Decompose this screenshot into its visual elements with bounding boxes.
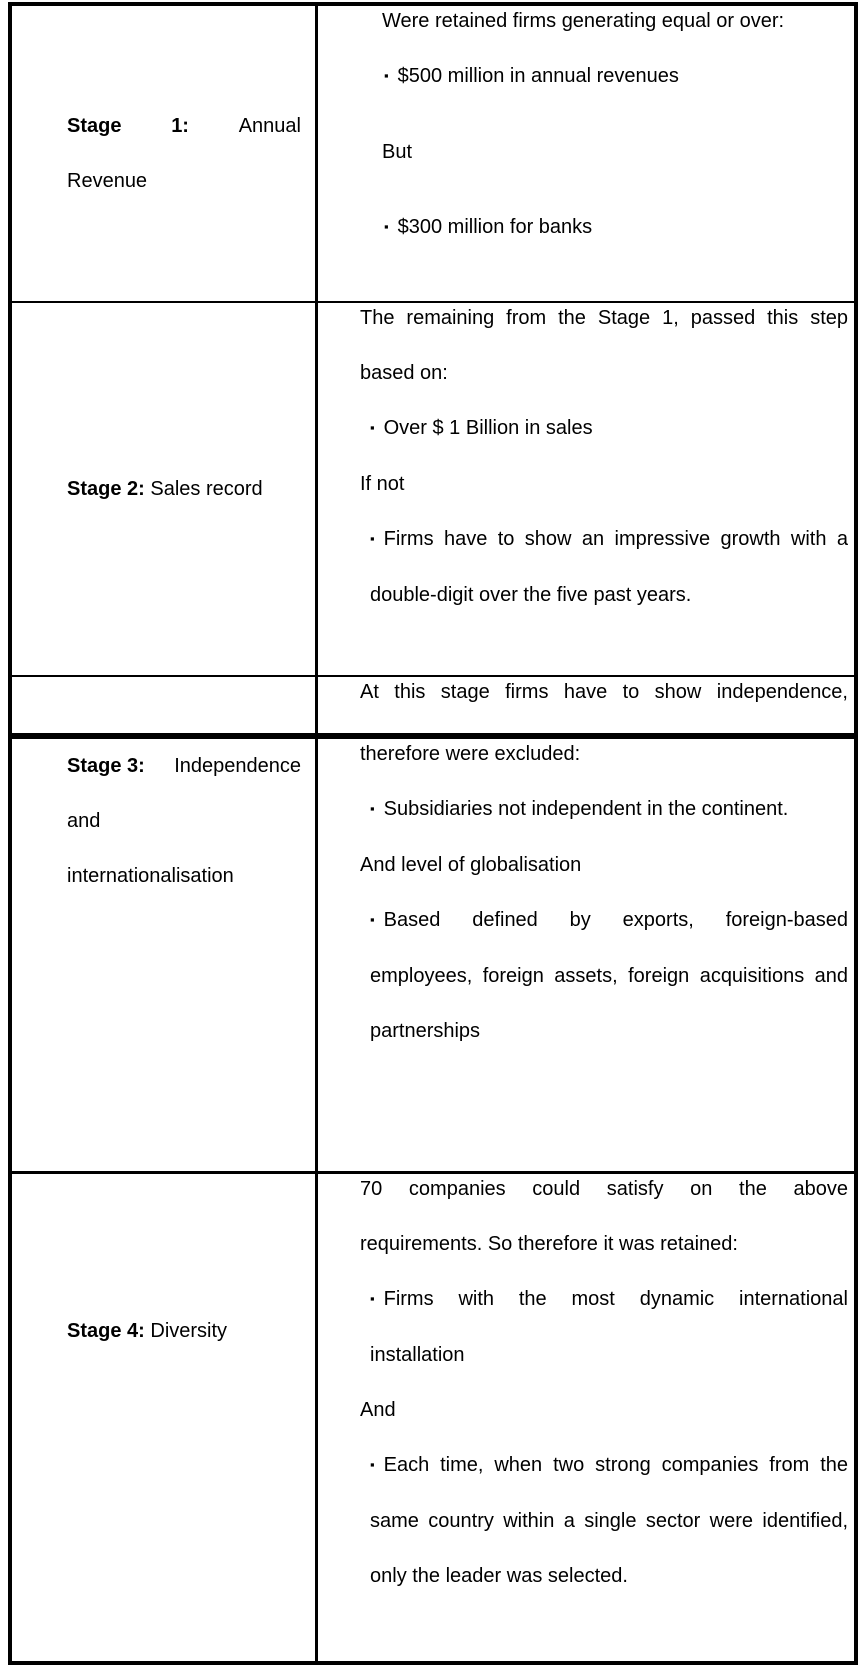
stage-3-label-word: Independence [174,755,301,777]
bullet-icon: ▪ [370,1291,375,1306]
revenue-threshold-text: $500 million in annual revenues [397,65,679,87]
stage-4-connector-text: And [360,1399,396,1421]
stage-2-label-bold: Stage 2: [67,477,145,500]
stage-2-connector-text: If not [360,473,405,495]
bank-threshold-item [384,200,848,256]
stage-4-label [67,1304,301,1359]
table-row-stage-4 [12,1174,854,1661]
selection-stages-table [8,2,858,1665]
stage-1-intro-text: Were retained firms generating equal or over: [382,10,785,32]
subsidiaries-item [370,782,848,838]
bullet-icon: ▪ [370,912,375,927]
stage-4-label-cell [12,1174,318,1661]
stage-2-label [67,462,301,517]
sales-threshold-text: Over $ 1 Billion in sales [383,417,593,439]
globalisation-criteria-text: Based defined by exports, foreign-based employees, foreign assets, foreign acquisitions and partnerships [370,909,848,1042]
bullet-icon: ▪ [384,68,389,83]
stage-1-connector-text: But [382,141,413,163]
stage-4-intro-text: 70 companies could satisfy on the above requirements. So therefore it was retained: [360,1178,848,1255]
table-row-stage-2 [12,303,854,677]
bullet-icon: ▪ [384,219,389,234]
stage-1-label-word: Annual [238,114,301,137]
stage-3-intro-text: At this stage firms have to show independence, [360,681,848,703]
leader-selection-item [370,1438,848,1604]
stage-3-label-line-2: and [67,810,101,832]
exclusion-intro-text: therefore were excluded: [360,743,581,765]
dynamic-installation-item [370,1272,848,1383]
stage-2-label-rest: Sales record [144,477,263,500]
globalisation-connector-text: And level of globalisation [360,854,582,876]
stage-1-label-bold: Stage [67,114,122,137]
leader-selection-text: Each time, when two strong companies from the same country within a single sector were identified, only the leader was selected. [370,1454,848,1587]
bullet-icon: ▪ [370,531,375,546]
stage-1-criteria-cell [318,6,854,301]
stage-3-label-bold: Stage 3: [67,755,145,777]
stage-4-label-bold: Stage 4: [67,1320,145,1342]
growth-requirement-item [370,512,848,623]
stage-2-intro-text: The remaining from the Stage 1, passed this step based on: [360,307,848,384]
stage-2-label-cell [12,303,318,675]
bank-threshold-text: $300 million for banks [397,216,593,238]
table-row-split [12,677,854,739]
table-row-stage-1 [12,6,854,303]
stage-1-number-bold: 1: [171,114,189,137]
bullet-icon: ▪ [370,801,375,816]
stage-1-label-line-1 [67,99,301,154]
split-row-empty-cell [12,677,318,733]
revenue-threshold-item [384,49,848,105]
split-row-text-cell [318,677,854,733]
stage-1-label-cell [12,6,318,301]
stage-1-label-line-2: Revenue [67,169,148,192]
growth-requirement-text: Firms have to show an impressive growth with a double-digit over the five past years. [370,528,848,606]
bullet-icon: ▪ [370,1457,375,1472]
dynamic-installation-text: Firms with the most dynamic international installation [370,1288,848,1366]
bullet-icon: ▪ [370,420,375,435]
stage-3-label-line-1 [67,739,301,794]
table-row-stage-3 [12,739,854,1174]
stage-4-criteria-cell [318,1174,854,1661]
stage-3-label-line-3: internationalisation [67,865,234,887]
stage-4-label-rest: Diversity [144,1320,228,1342]
subsidiaries-text: Subsidiaries not independent in the continent. [383,798,789,820]
stage-2-criteria-cell [318,303,854,675]
stage-3-criteria-cell [318,739,854,1171]
globalisation-criteria-item [370,893,848,1059]
sales-threshold-item [370,401,848,457]
stage-3-label-cell [12,739,318,1171]
